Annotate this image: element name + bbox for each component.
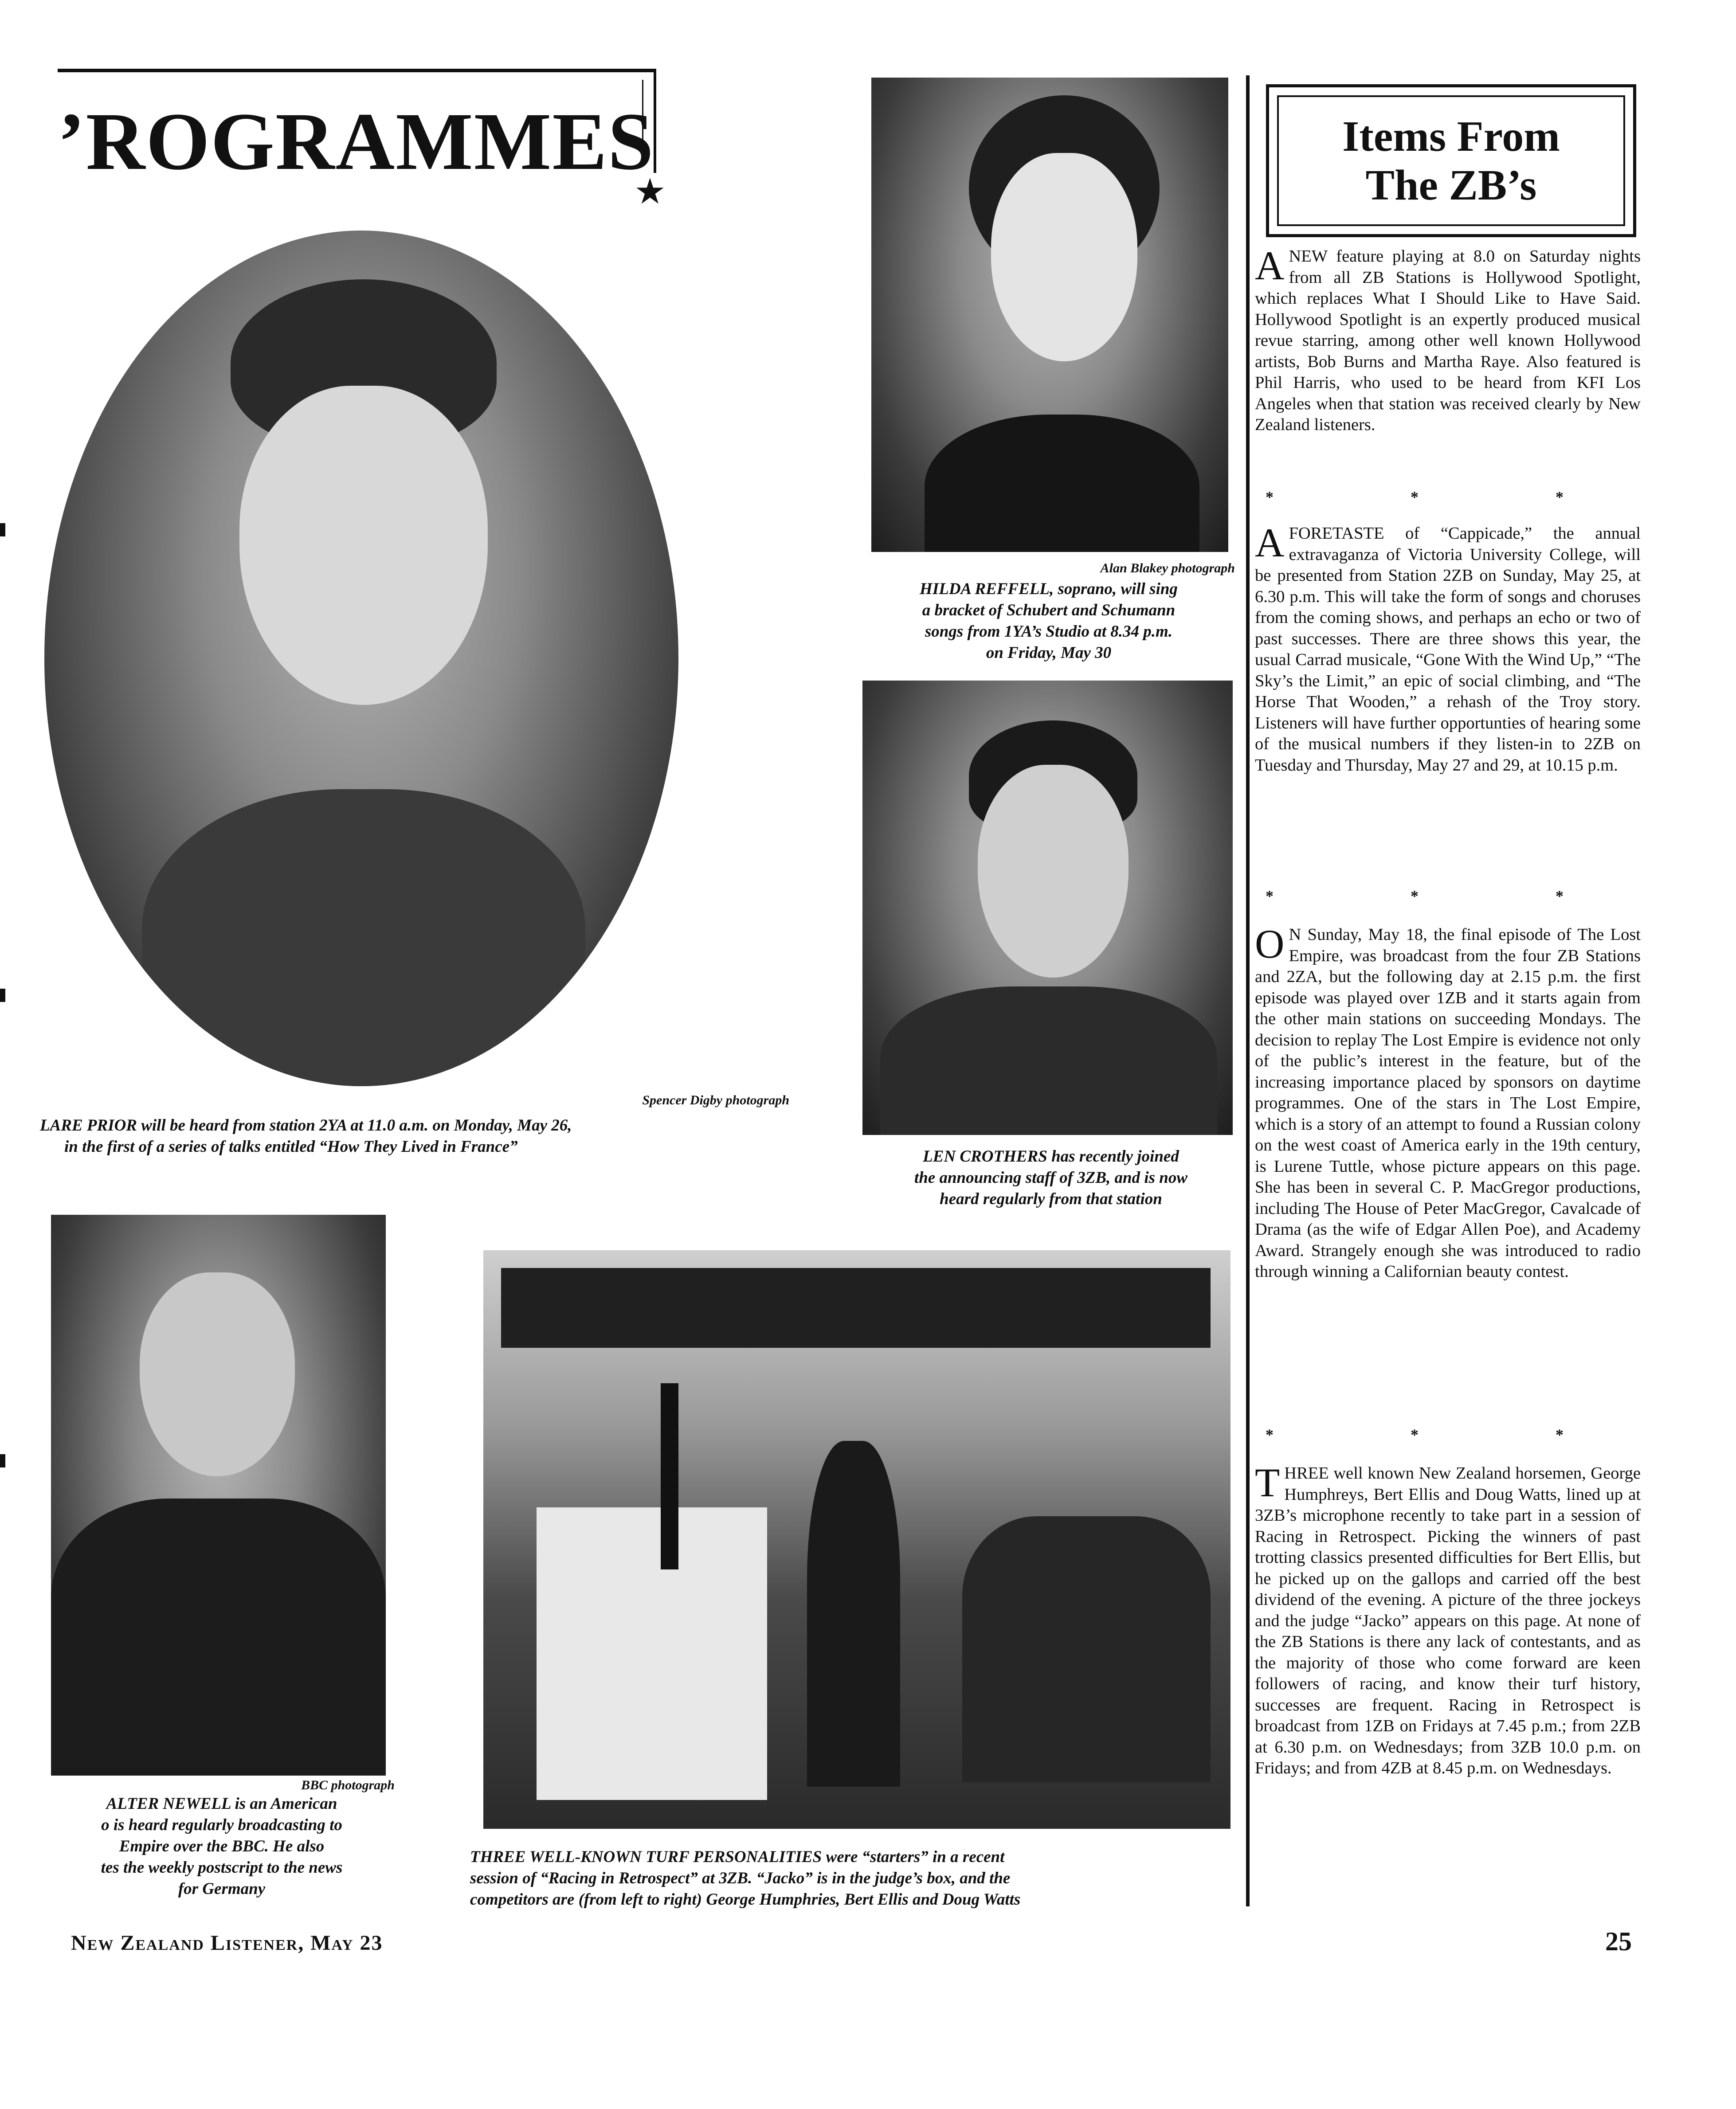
turf-caption-line: THREE WELL-KNOWN TURF PERSONALITIES were “starters” in a recent bbox=[470, 1848, 1005, 1866]
crothers-caption bbox=[856, 1146, 1246, 1210]
portrait-face bbox=[978, 765, 1129, 978]
paragraph-hollywood-spotlight bbox=[1255, 243, 1641, 436]
paragraph-text: HREE well known New Zealand horsemen, George Humphreys, Bert Ellis and Doug Watts, lined up at 3ZB’s microphone recently to take part in a session of Racing in Retrospect. Picking the winners of past trotting classics presented difficulties for Bert Ellis, but he picked up on the gallops and carried off the best dividend of the evening. A picture of the three jockeys and the judge “Jacko” appears on this page. At none of the ZB Stations is there any lack of contestants, and as the majority of those who come forward are keen followers of racing, and know their turf history, successes are frequent. Racing in Retrospect is broadcast from 1ZB on Fridays at 7.45 p.m.; from 2ZB at 6.30 p.m. on Wednesdays; from 3ZB 10.0 p.m. on Fridays; and from 4ZB at 8.45 p.m. on Wednesdays. bbox=[1255, 1464, 1641, 1777]
page-title: ’ROGRAMMES bbox=[58, 96, 654, 187]
drop-cap: T bbox=[1255, 1460, 1280, 1505]
turf-personalities-photo bbox=[483, 1250, 1230, 1829]
standing-figure bbox=[807, 1441, 900, 1787]
newell-caption-line: ALTER NEWELL is an American bbox=[106, 1795, 337, 1813]
reffell-caption-line: on Friday, May 30 bbox=[986, 644, 1112, 662]
crothers-caption-line: LEN CROTHERS has recently joined bbox=[923, 1147, 1179, 1166]
drop-cap: A bbox=[1255, 520, 1285, 565]
column-heading-inner bbox=[1277, 95, 1625, 226]
portrait-face bbox=[140, 1272, 295, 1476]
newell-photo-credit: BBC photograph bbox=[301, 1778, 395, 1792]
drop-cap: O bbox=[1255, 921, 1285, 966]
newell-caption-line: tes the weekly postscript to the news bbox=[101, 1859, 343, 1877]
reffell-photo bbox=[871, 78, 1228, 552]
scan-edge-mark bbox=[0, 1454, 5, 1467]
reffell-photo-credit: Alan Blakey photograph bbox=[1100, 561, 1235, 575]
prior-caption-line: in the first of a series of talks entitled “How They Lived in France” bbox=[64, 1138, 518, 1156]
page-number: 25 bbox=[1605, 1927, 1632, 1956]
turf-caption-line: competitors are (from left to right) George Humphries, Bert Ellis and Doug Watts bbox=[470, 1890, 1021, 1909]
portrait-suit bbox=[51, 1499, 386, 1776]
separator-stars: * * * bbox=[1266, 488, 1630, 506]
paragraph-text: NEW feature playing at 8.0 on Saturday nights from all ZB Stations is Hollywood Spotlight, which replaces What I Should Like to Have Said. Hollywood Spotlight is an expertly produced musical revue starring, among other well known Hollywood artists, Bob Burns and Martha Raye. Also featured is Phil Harris, who used to be heard from KFI Los Angeles when that station was received clearly by New Zealand listeners. bbox=[1255, 247, 1641, 434]
paragraph-text: N Sunday, May 18, the final episode of The Lost Empire, was broadcast from the four ZB Stations and 2ZA, but the following day at 2.15 p.m. the first episode was played over 1ZB and it starts again from the other main stations on succeeding Mondays. The decision to replay The Lost Empire is evidence not only of the public’s interest in the feature, but of the increasing importance placed by sponsors on daytime programmes. One of the stars in The Lost Empire, which is a story of an attempt to found a Russian colony on the west coast of America early in the 19th century, is Lurene Tuttle, whose picture appears on this page. She has been in several C. P. MacGregor productions, including The House of Peter MacGregor, Cavalcade of Drama (as the wife of Edgar Allen Poe), and Academy Award. Strangely enough she was introduced to radio through winning a Californian beauty contest. bbox=[1255, 925, 1641, 1281]
newell-caption-line: o is heard regularly broadcasting to bbox=[101, 1816, 342, 1834]
drop-cap: A bbox=[1255, 243, 1285, 288]
seated-figures bbox=[962, 1516, 1211, 1782]
star-ornament: ★ bbox=[634, 172, 666, 211]
column-heading-box bbox=[1266, 84, 1636, 237]
portrait-face bbox=[239, 386, 488, 705]
turf-caption bbox=[470, 1847, 1237, 1910]
prior-portrait-photo bbox=[44, 231, 678, 1086]
studio-window bbox=[501, 1268, 1211, 1348]
newell-photo bbox=[51, 1215, 386, 1776]
newell-caption-line: Empire over the BBC. He also bbox=[119, 1837, 325, 1855]
portrait-suit bbox=[880, 986, 1217, 1135]
paragraph-racing-retrospect bbox=[1255, 1460, 1641, 1779]
separator-stars: * * * bbox=[1266, 887, 1630, 905]
column-heading-line: The ZB’s bbox=[1365, 161, 1537, 209]
judges-box bbox=[537, 1507, 767, 1800]
prior-photo-credit: Spencer Digby photograph bbox=[642, 1093, 789, 1107]
prior-caption bbox=[40, 1115, 803, 1158]
turf-caption-line: session of “Racing in Retrospect” at 3ZB. “Jacko” is in the judge’s box, and the bbox=[470, 1869, 1011, 1887]
column-heading-line: Items From bbox=[1342, 112, 1560, 160]
reffell-caption-line: HILDA REFFELL, soprano, will sing bbox=[920, 580, 1178, 598]
microphone bbox=[661, 1383, 678, 1569]
crothers-caption-line: the announcing staff of 3ZB, and is now bbox=[914, 1169, 1188, 1187]
masthead-top-rule bbox=[58, 69, 656, 72]
column-divider bbox=[1246, 75, 1250, 1906]
paragraph-lost-empire bbox=[1255, 921, 1641, 1283]
crothers-photo bbox=[862, 681, 1233, 1135]
reffell-caption bbox=[854, 579, 1244, 664]
separator-stars: * * * bbox=[1266, 1426, 1630, 1444]
reffell-caption-line: songs from 1YA’s Studio at 8.34 p.m. bbox=[925, 622, 1173, 641]
newell-caption bbox=[40, 1793, 404, 1900]
reffell-caption-line: a bracket of Schubert and Schumann bbox=[922, 601, 1176, 619]
portrait-dress bbox=[142, 789, 585, 1086]
scan-edge-mark bbox=[0, 523, 5, 536]
crothers-caption-line: heard regularly from that station bbox=[940, 1190, 1162, 1208]
prior-caption-line: LARE PRIOR will be heard from station 2YA at 11.0 a.m. on Monday, May 26, bbox=[40, 1116, 572, 1135]
footer-publication: New Zealand Listener, May 23 bbox=[71, 1931, 383, 1955]
portrait-dress bbox=[925, 415, 1199, 552]
paragraph-text: FORETASTE of “Cappicade,” the annual extravaganza of Victoria University College, will be presented from Station 2ZB on Sunday, May 25, at 6.30 p.m. This will take the form of songs and choruses from the coming shows, and perhaps an echo or two of past successes. There are three shows this year, the usual Carrad musicale, “Gone With the Wind Up,” “The Sky’s the Limit,” an epic of social climbing, and “The Horse That Wooden,” a rehash of the Troy story. Listeners will have further opportunties of hearing some of the musical numbers if they listen-in to 2ZB on Tuesday and Thursday, May 27 and 29, at 10.15 p.m. bbox=[1255, 524, 1641, 775]
paragraph-cappicade bbox=[1255, 520, 1641, 776]
scan-edge-mark bbox=[0, 989, 5, 1002]
portrait-face bbox=[991, 153, 1137, 361]
newell-caption-line: for Germany bbox=[178, 1880, 266, 1898]
